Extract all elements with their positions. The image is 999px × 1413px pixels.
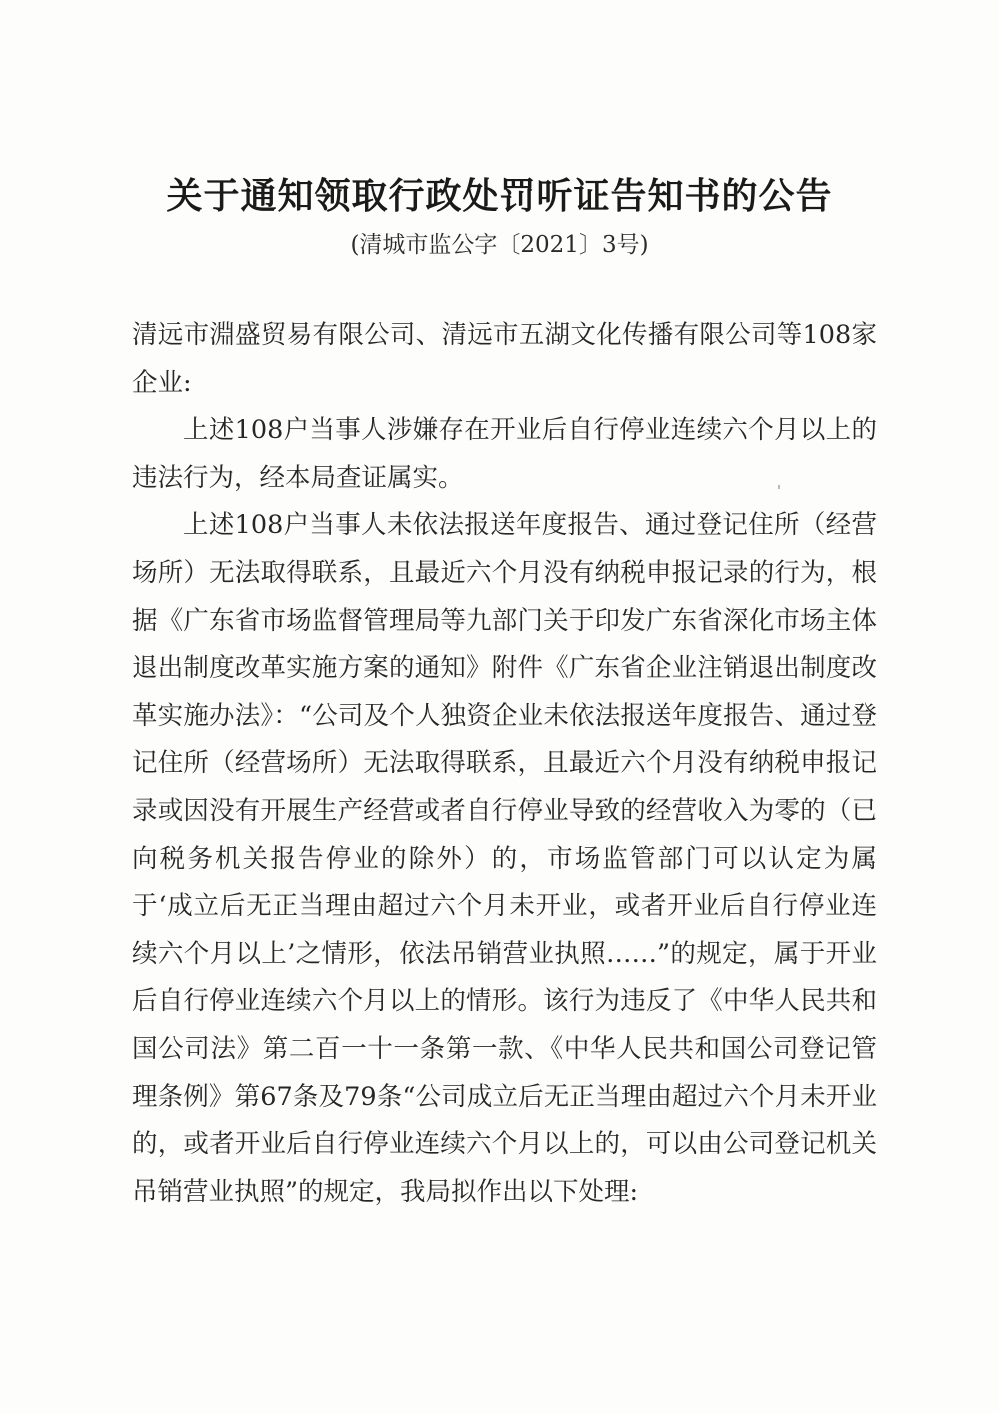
scan-artifact [778,485,780,489]
document-number: (清城市监公字〔2021〕3号) [350,232,649,258]
document-title: 关于通知领取行政处罚听证告知书的公告 [166,175,833,217]
paragraph-1: 上述108户当事人涉嫌存在开业后自行停业连续六个月以上的违法行为，经本局查证属实。 [132,415,877,493]
paragraph-2: 上述108户当事人未依法报送年度报告、通过登记住所（经营场所）无法取得联系，且最近六个月没有纳税申报记录的行为，根据《广东省市场监督管理局等九部门关于印发广东省深化市场主体退出制度改革实施方案的通知》附件《广东省企业注销退出制度改革实施办法》：“公司及个人独资企业未依法报送年度报告、通过登记住所（经营场所）无法取得联系，且最近六个月没有纳税申报记录或因没有开展生产经营或者自行停业导致的经营收入为零的（已向税务机关报告停业的除外）的，市场监管部门可以认定为属于‘成立后无正当理由超过六个月未开业，或者开业后自行停业连续六个月以上’之情形，依法吊销营业执照……”的规定，属于开业后自行停业连续六个月以上的情形。该行为违反了《中华人民共和国公司法》第二百一十一条第一款、《中华人民共和国公司登记管理条例》第67条及79条“公司成立后无正当理由超过六个月未开业的，或者开业后自行停业连续六个月以上的，可以由公司登记机关吊销营业执照”的规定，我局拟作出以下处理: [132,510,877,1207]
document-body [132,312,877,1216]
addressee: 清远市淵盛贸易有限公司、清远市五湖文化传播有限公司等108家企业: [132,320,877,398]
